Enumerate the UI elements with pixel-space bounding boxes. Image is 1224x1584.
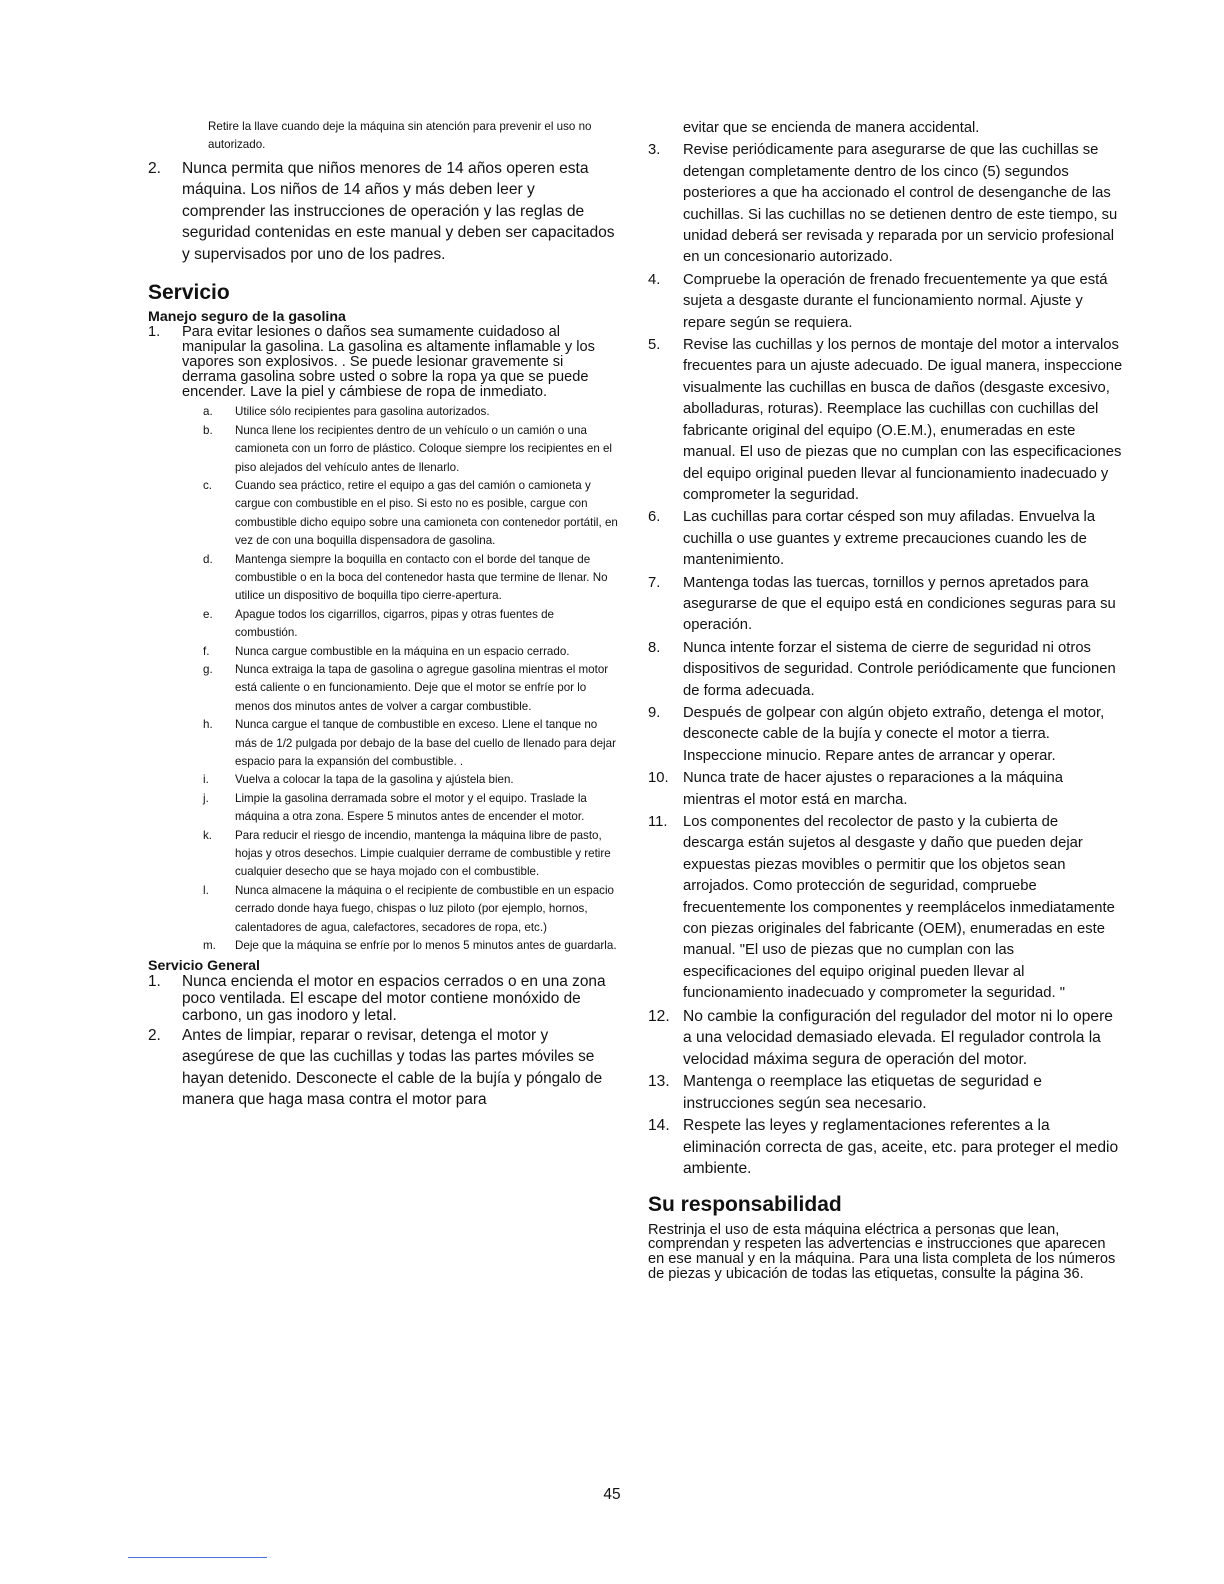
list-item: 1. Nunca encienda el motor en espacios cerrados o en una zona poco ventilada. El escape del motor contiene monóxido de carbono, un gas inodoro y letal. [148, 973, 606, 1025]
list-item: m. Deje que la máquina se enfríe por lo menos 5 minutos antes de guardarla. [203, 939, 617, 953]
section-title-responsibility: Su responsabilidad [648, 1192, 842, 1216]
list-item: c. Cuando sea práctico, retire el equipo a gas del camión o camioneta y cargue con combustible en el piso. Si esto no es posible, cargue con combustible dicho equipo sobre una camioneta con contenedor portátil, en vez de con una boquilla dispensadora de gasolina. [203, 478, 618, 548]
list-item: j. Limpie la gasolina derramada sobre el motor y el equipo. Traslade la máquina a otra zona. Espere 5 minutos antes de encender el motor. [203, 791, 587, 824]
list-item: 10. Nunca trate de hacer ajustes o reparaciones a la máquina mientras el motor está en marcha. [648, 770, 1064, 808]
list-item: a. Utilice sólo recipientes para gasolina autorizados. [203, 405, 490, 419]
list-item: 8. Nunca intente forzar el sistema de cierre de seguridad ni otros dispositivos de seguridad. Controle periódicamente que funcionen de forma adecuada. [648, 639, 1116, 699]
list-item: 13. Mantenga o reemplace las etiquetas de seguridad e instrucciones según sea necesario. [648, 1073, 1042, 1112]
list-item: 2. Nunca permita que niños menores de 14 años operen esta máquina. Los niños de 14 años y más deben leer y comprender las instrucciones de operación y las reglas de seguridad contenidas en este manual y deben ser capacitados y supervisados por uno de los padres. [148, 159, 615, 263]
list-item: 9. Después de golpear con algún objeto extraño, detenga el motor, desconecte cable de la bujía y conecte el motor a tierra. Inspeccione minucio. Repare antes de arrancar y operar. [648, 704, 1105, 764]
list-item: 11. Los componentes del recolector de pasto y la cubierta de descarga están sujetos al desgaste y daño que pueden dejar expuestas piezas movibles o permitir que los objetos sean arrojados. Como protección de seguridad, compruebe frecuentemente los componentes y reemplácelos inmediatamente con piezas originales del fabricante (OEM), enumeradas en este manual. "El uso de piezas que no cumplan con las especificaciones del equipo original pueden llevar al funcionamiento inadecuado y comprometer la seguridad. " [648, 814, 1115, 1002]
list-item: g. Nunca extraiga la tapa de gasolina o agregue gasolina mientras el motor está caliente o en funcionamiento. Deje que el motor se enfríe por lo menos dos minutos antes de volver a cargar combustible. [203, 662, 609, 713]
service-list [648, 140, 1123, 1179]
list-item: h. Nunca cargue el tanque de combustible en exceso. Llene el tanque no más de 1/2 pulgada por debajo de la base del cuello de llenado para dejar espacio para la expansión del combustible. . [203, 718, 616, 769]
list-item: 12. No cambie la configuración del regulador del motor ni lo opere a una velocidad demasiado elevada. El regulador controla la velocidad máxima segura de operación del motor. [648, 1007, 1113, 1068]
list-item: 1. Para evitar lesiones o daños sea sumamente cuidadoso al manipular la gasolina. La gasolina es altamente inflamable y los vapores son explosivos. . Se puede lesionar gravemente si derrama gasolina sobre usted o sobre la ropa ya que se puede encender. Lave la piel y cámbiese de ropa de inmediato. [148, 324, 595, 400]
key-removal-note: Retire la llave cuando deje la máquina sin atención para prevenir el uso no autorizado. [208, 120, 592, 152]
list-item: i. Vuelva a colocar la tapa de la gasolina y ajústela bien. [203, 773, 514, 787]
left-column [148, 118, 618, 1111]
section-title-servicio: Servicio [148, 281, 230, 305]
footer-rule [128, 1557, 267, 1558]
list-item: b. Nunca llene los recipientes dentro de un vehículo o un camión o una camioneta con un forro de plástico. Coloque siempre los recipientes en el piso alejados del vehículo antes de llenarlo. [203, 423, 613, 474]
list-item: 4. Compruebe la operación de frenado frecuentemente ya que está sujeta a desgaste durante el funcionamiento normal. Ajuste y repare según se requiera. [648, 271, 1108, 331]
continuation-text: evitar que se encienda de manera accidental. [683, 120, 980, 136]
list-item: d. Mantenga siempre la boquilla en contacto con el borde del tanque de combustible o en la boca del contenedor hasta que termine de llenar. No utilice un dispositivo de boquilla tipo cierre-apertura. [203, 552, 608, 603]
list-item: 2. Antes de limpiar, reparar o revisar, detenga el motor y asegúrese de que las cuchillas y todas las partes móviles se hayan detenido. Desconecte el cable de la bujía y póngalo de manera que haga masa contra el motor para [148, 1026, 603, 1109]
list-item: 14. Respete las leyes y reglamentaciones referentes a la eliminación correcta de gas, aceite, etc. para proteger el medio ambiente. [648, 1117, 1119, 1178]
fuel-subitems [148, 403, 618, 955]
subheading-gasoline: Manejo seguro de la gasolina [148, 309, 346, 326]
right-column [648, 118, 1123, 1282]
list-item: 3. Revise periódicamente para asegurarse de que las cuchillas se detengan completamente dentro de los cinco (5) segundos posteriores a que ha accionado el control de desenganche de las cuchillas. Si las cuchillas no se detienen dentro de este tiempo, su unidad deberá ser revisada y reparada por un servicio profesional en un concesionario autorizado. [648, 142, 1118, 266]
responsibility-text: Restrinja el uso de esta máquina eléctrica a personas que lean, comprendan y respeten las advertencias e instrucciones que aparecen en ese manual y en la máquina. Para una lista completa de los números de piezas y ubicación de todas las etiquetas, consulte la página 36. [648, 1221, 1116, 1283]
list-item: 7. Mantenga todas las tuercas, tornillos y pernos apretados para asegurarse de que el equipo está en condiciones seguras para su operación. [648, 574, 1116, 634]
list-item: l. Nunca almacene la máquina o el recipiente de combustible en un espacio cerrado donde haya fuego, chispas o luz piloto (por ejemplo, hornos, calentadores de agua, calefactores, secadores de ropa, etc.) [203, 883, 614, 934]
subheading-general-service: Servicio General [148, 958, 260, 975]
list-item: e. Apague todos los cigarrillos, cigarros, pipas y otras fuentes de combustión. [203, 607, 554, 640]
list-item: 5. Revise las cuchillas y los pernos de montaje del motor a intervalos frecuentes para un ajuste adecuado. De igual manera, inspeccione visualmente las cuchillas en busca de daños (desgaste excesivo, abolladuras, roturas). Reemplace las cuchillas con cuchillas del fabricante original del equipo (O.E.M.), enumeradas en este manual. El uso de piezas que no cumplan con las especificaciones del equipo original pueden llevar al funcionamiento inadecuado y comprometer la seguridad. [648, 337, 1123, 503]
page-number: 45 [603, 1486, 621, 1503]
list-item: f. Nunca cargue combustible en la máquina en un espacio cerrado. [203, 644, 570, 658]
list-item: 6. Las cuchillas para cortar césped son muy afiladas. Envuelva la cuchilla o use guantes y extreme precauciones cuando les de mantenimiento. [648, 509, 1096, 569]
list-item: k. Para reducir el riesgo de incendio, mantenga la máquina libre de pasto, hojas y otros desechos. Limpie cualquier derrame de combustible y retire cualquier desecho que se haya mojado con el combustible. [203, 828, 611, 879]
